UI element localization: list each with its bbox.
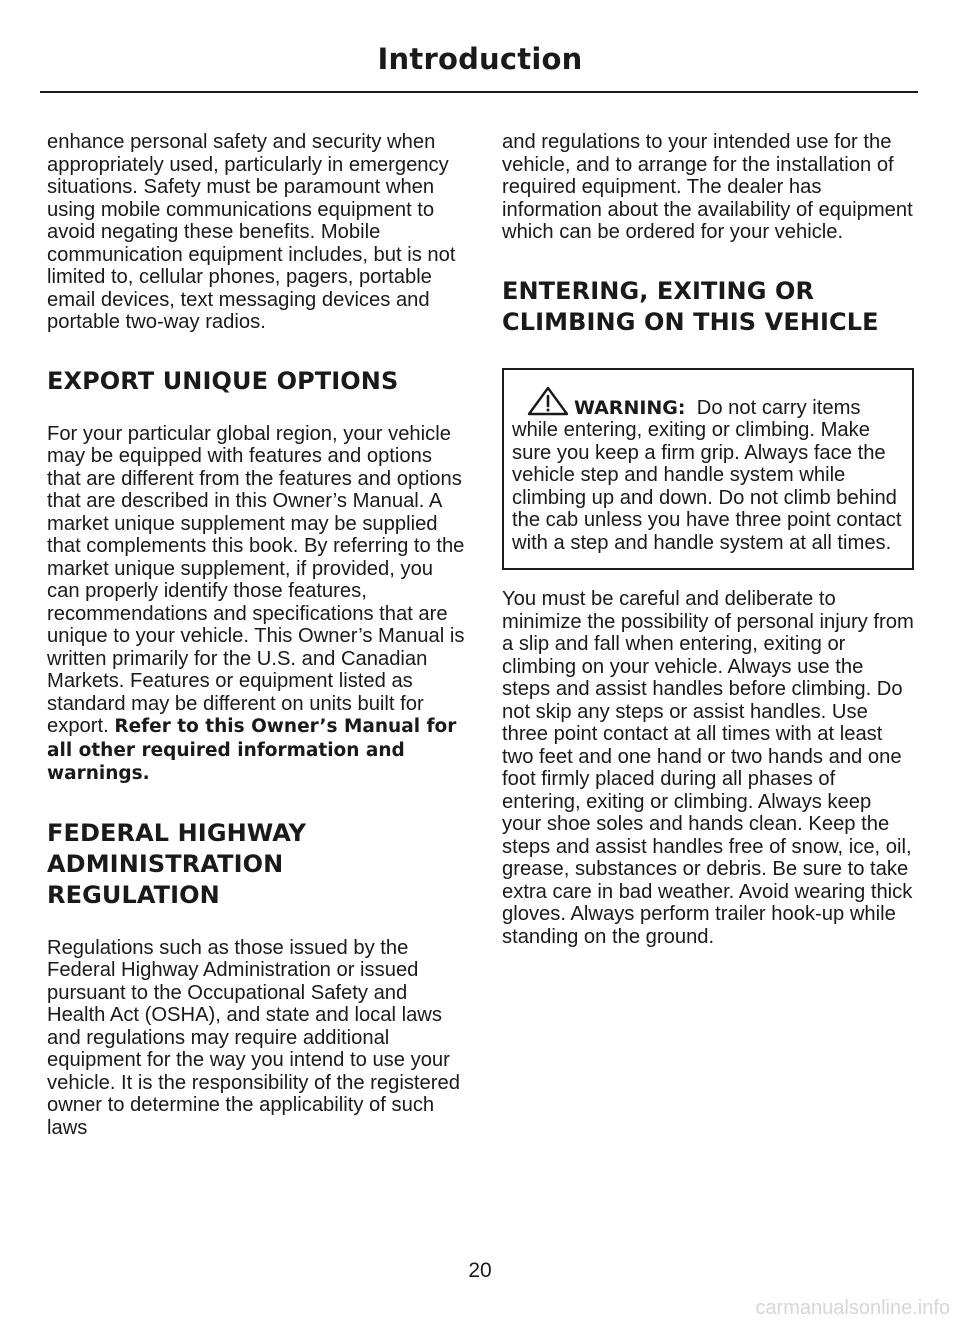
entering-heading-line-1: ENTERING, EXITING OR (502, 276, 815, 305)
warning-label: WARNING: (574, 396, 686, 419)
warning-text: Do not carry items while entering, exiting or climbing. Make sure you keep a firm grip. Always face the vehicle step and handle system while climbing up and down. Do not climb behind the cab unless you have three point contact with a step and handle system at all times. (512, 396, 902, 554)
federal-heading-line-2: ADMINISTRATION (47, 849, 284, 878)
watermark: carmanualsonline.info (755, 1297, 950, 1319)
warning-box (502, 368, 914, 571)
federal-highway-heading (47, 818, 465, 911)
right-column (502, 131, 914, 948)
warning-triangle-icon (526, 386, 570, 416)
entering-exiting-paragraph: You must be careful and deliberate to minimize the possibility of personal injury from a slip and fall when entering, exiting or climbing on your vehicle. Always use the steps and assist handles before climbing. Do not skip any steps or assist handles. Use three point contact at all times with at least two feet and one hand or two hands and one foot firmly placed during all phases of entering, exiting or climbing. Always keep your shoe soles and hands clean. Keep the steps and assist handles free of snow, ice, oil, grease, substances or debris. Be sure to take extra care in bad weather. Avoid wearing thick gloves. Always perform trailer hook-up while standing on the ground. (502, 588, 914, 948)
entering-heading-line-2: CLIMBING ON THIS VEHICLE (502, 307, 879, 336)
export-options-text: For your particular global region, your vehicle may be equipped with features and options that are different from the features and options that are described in this Owner’s Manual. A market unique supplement may be supplied that complements this book. By referring to the market unique supplement, if provided, you can properly identify those features, recommendations and specifications that are unique to your vehicle. This Owner’s Manual is written primarily for the U.S. and Canadian Markets. Features or equipment listed as standard may be different on units built for export. (47, 422, 465, 737)
intro-paragraph: enhance personal safety and security when appropriately used, particularly in emergency situations. Safety must be paramount when using mobile communications equipment to avoid negating these benefits. Mobile communication equipment includes, but is not limited to, cellular phones, pagers, portable email devices, text messaging devices and portable two-way radios. (47, 131, 456, 333)
federal-heading-line-1: FEDERAL HIGHWAY (47, 818, 307, 847)
export-options-paragraph (47, 423, 465, 786)
page-number: 20 (468, 1259, 492, 1282)
left-column (47, 131, 465, 1139)
federal-heading-line-3: REGULATION (47, 880, 220, 909)
page-title: Introduction (377, 42, 583, 76)
header-divider (40, 91, 918, 93)
federal-highway-paragraph: Regulations such as those issued by the Federal Highway Administration or issued pursuant to the Occupational Safety and Health Act (OSHA), and state and local laws and regulations may require additional equipment for the way you intend to use your vehicle. It is the responsibility of the registered owner to determine the applicability of such laws (47, 936, 460, 1139)
continued-paragraph: and regulations to your intended use for the vehicle, and to arrange for the installation of required equipment. The dealer has information about the availability of equipment which can be ordered for your vehicle. (502, 131, 913, 243)
entering-exiting-heading (502, 276, 914, 338)
export-options-bold-note: Refer to this Owner’s Manual for all other required information and warnings. (47, 716, 457, 784)
export-options-heading: EXPORT UNIQUE OPTIONS (47, 366, 399, 395)
